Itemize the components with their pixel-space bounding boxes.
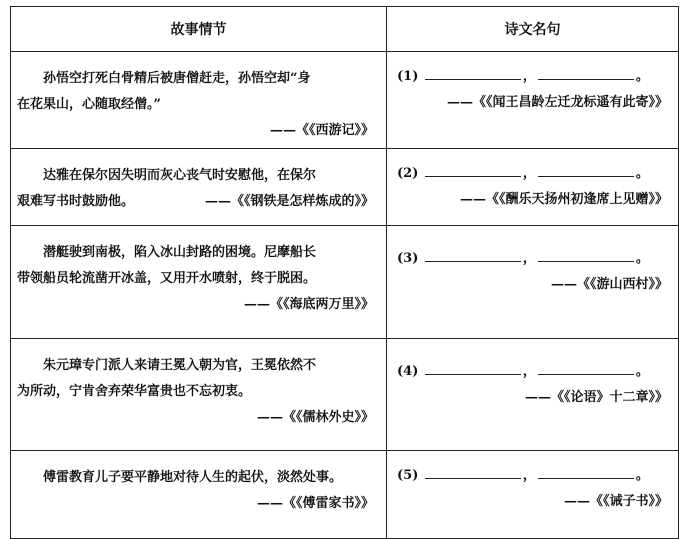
answer-blank[interactable]: [538, 464, 634, 479]
story-poem-table: [10, 6, 679, 539]
story-source: ——《《海底两万里》》: [243, 297, 374, 312]
story-line: [17, 189, 380, 215]
period: 。: [635, 166, 649, 181]
story-cell: [11, 339, 387, 451]
answer-line: [397, 463, 670, 489]
story-line: 孙悟空打死白骨精后被唐僧赶走，孙悟空却“身: [43, 71, 311, 86]
question-number: (3): [397, 251, 419, 266]
poem-cell: [387, 451, 679, 539]
period: 。: [635, 69, 649, 84]
comma: ，: [522, 166, 536, 181]
story-cell: [11, 149, 387, 226]
poem-source: ——《《酬乐天扬州初逢席上见赠》》: [459, 192, 668, 207]
story-source: ——《《西游记》》: [269, 123, 374, 138]
answer-line: [397, 161, 670, 187]
answer-line: [397, 359, 670, 385]
poem-cell: [387, 339, 679, 451]
answer-blank[interactable]: [425, 247, 521, 262]
header-row: [11, 7, 679, 52]
answer-blank[interactable]: [538, 360, 634, 375]
question-number: (5): [397, 468, 419, 483]
story-line: 在花果山，心随取经僧。”: [17, 97, 161, 112]
question-number: (1): [397, 69, 419, 84]
comma: ，: [522, 364, 536, 379]
poem-cell: [387, 226, 679, 339]
answer-blank[interactable]: [425, 360, 521, 375]
table-row: [11, 451, 679, 539]
poem-cell: [387, 149, 679, 226]
answer-blank[interactable]: [538, 247, 634, 262]
story-line: 达雅在保尔因失明而灰心丧气时安慰他，在保尔: [43, 168, 317, 183]
story-source: ——《《钢铁是怎样炼成的》》: [204, 194, 374, 209]
comma: ，: [522, 468, 536, 483]
header-poem: 诗文名句: [387, 7, 679, 52]
table-row: [11, 226, 679, 339]
header-story: 故事情节: [11, 7, 387, 52]
table-row: [11, 339, 679, 451]
question-number: (4): [397, 364, 419, 379]
answer-blank[interactable]: [425, 65, 521, 80]
story-line: 为所动，宁肯舍弃荣华富贵也不忘初衷。: [17, 384, 252, 399]
period: 。: [635, 468, 649, 483]
answer-blank[interactable]: [425, 464, 521, 479]
poem-cell: [387, 52, 679, 149]
poem-source: ——《《游山西村》》: [550, 277, 668, 292]
comma: ，: [522, 69, 536, 84]
story-line: 朱元璋专门派人来请王冕入朝为官，王冕依然不: [43, 358, 317, 373]
period: 。: [635, 251, 649, 266]
answer-blank[interactable]: [538, 162, 634, 177]
story-source: ——《《儒林外史》》: [256, 410, 374, 425]
question-number: (2): [397, 166, 419, 181]
period: 。: [635, 364, 649, 379]
poem-source: ——《《诫子书》》: [563, 494, 668, 509]
story-line: 傅雷教育儿子要平静地对待人生的起伏，淡然处事。: [43, 470, 343, 485]
answer-line: [397, 64, 670, 90]
story-line: 带领船员轮流凿开冰盖，又用开水喷射，终于脱困。: [17, 271, 317, 286]
story-source: ——《《傅雷家书》》: [256, 496, 374, 511]
story-cell: [11, 451, 387, 539]
table-row: [11, 149, 679, 226]
story-cell: [11, 226, 387, 339]
poem-source: ——《《闻王昌龄左迁龙标遥有此寄》》: [446, 95, 668, 110]
poem-source: ——《《论语》十二章》》: [524, 390, 668, 405]
story-text: 艰难写书时鼓励他。: [17, 194, 135, 209]
story-cell: [11, 52, 387, 149]
story-line: 潜艇驶到南极，陷入冰山封路的困境。尼摩船长: [43, 245, 317, 260]
comma: ，: [522, 251, 536, 266]
answer-line: [397, 246, 670, 272]
answer-blank[interactable]: [538, 65, 634, 80]
table-row: [11, 52, 679, 149]
answer-blank[interactable]: [425, 162, 521, 177]
